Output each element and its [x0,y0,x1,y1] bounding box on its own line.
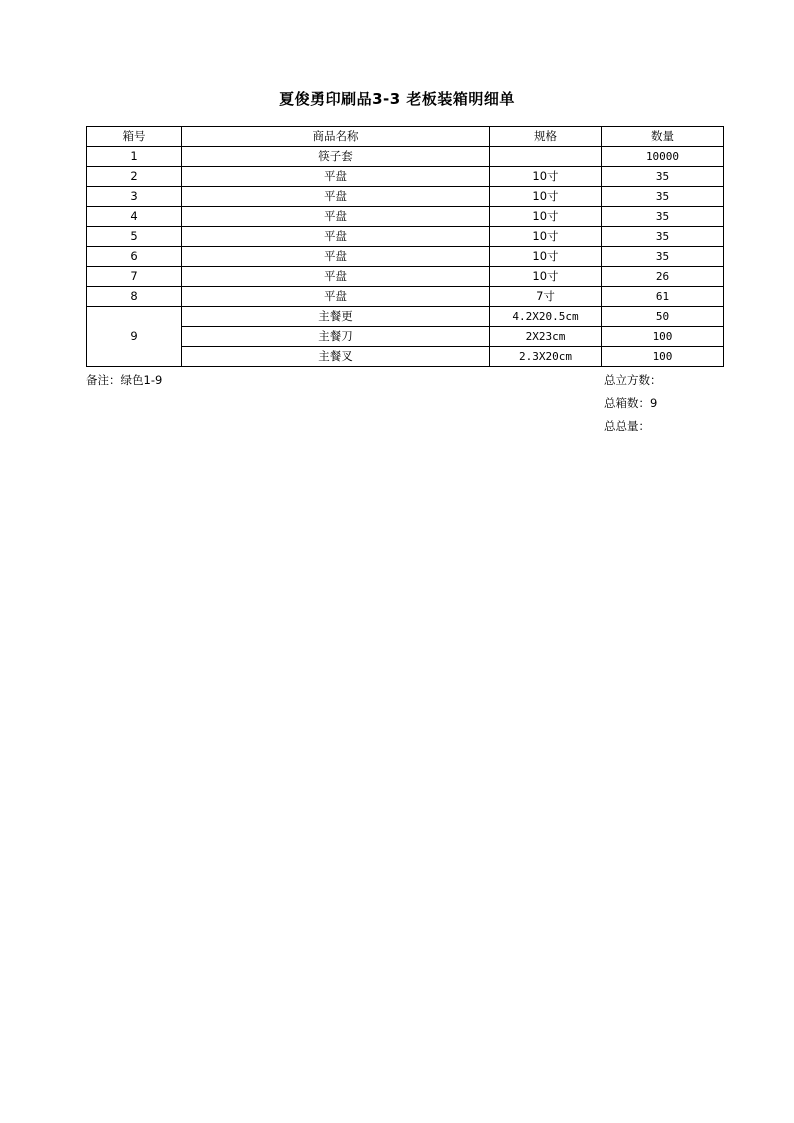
remark-note: 备注：绿色1-9 [86,373,163,387]
packing-list-table [86,126,724,367]
cell-box: 6 [87,247,182,267]
cell-name: 主餐叉 [182,347,490,367]
cell-spec: 10寸 [490,207,602,227]
cell-box: 5 [87,227,182,247]
document-title: 夏俊勇印刷品3-3 老板装箱明细单 [279,90,515,108]
total-boxes-label: 总箱数：9 [604,396,658,410]
cell-qty: 100 [602,327,724,347]
cell-qty: 10000 [602,147,724,167]
cell-qty: 50 [602,307,724,327]
table-row [87,267,724,287]
cell-spec: 10寸 [490,247,602,267]
total-volume-label: 总立方数： [604,373,662,387]
cell-qty: 26 [602,267,724,287]
table-row [87,187,724,207]
cell-qty: 35 [602,167,724,187]
cell-spec [490,147,602,167]
header-box-number: 箱号 [87,127,182,147]
table-row [87,347,724,367]
summary-block [604,369,662,438]
cell-name: 平盘 [182,227,490,247]
cell-qty: 35 [602,247,724,267]
cell-name: 平盘 [182,187,490,207]
cell-box: 1 [87,147,182,167]
cell-spec: 10寸 [490,167,602,187]
cell-spec: 2X23cm [490,327,602,347]
cell-spec: 10寸 [490,267,602,287]
cell-box: 3 [87,187,182,207]
cell-qty: 35 [602,207,724,227]
cell-name: 平盘 [182,247,490,267]
cell-name: 主餐刀 [182,327,490,347]
cell-name: 平盘 [182,287,490,307]
cell-qty: 100 [602,347,724,367]
table-row [87,167,724,187]
table-row [87,207,724,227]
cell-name: 平盘 [182,167,490,187]
table-row [87,227,724,247]
cell-spec: 10寸 [490,227,602,247]
table-row [87,287,724,307]
header-specification: 规格 [490,127,602,147]
cell-spec: 7寸 [490,287,602,307]
cell-name: 平盘 [182,207,490,227]
cell-spec: 4.2X20.5cm [490,307,602,327]
cell-box: 4 [87,207,182,227]
table-row [87,327,724,347]
cell-box: 7 [87,267,182,287]
cell-spec: 2.3X20cm [490,347,602,367]
table-row [87,147,724,167]
header-product-name: 商品名称 [182,127,490,147]
cell-name: 筷子套 [182,147,490,167]
total-weight-label: 总总量： [604,419,650,433]
cell-spec: 10寸 [490,187,602,207]
cell-box-merged: 9 [87,307,182,367]
cell-name: 主餐更 [182,307,490,327]
table-row [87,247,724,267]
cell-qty: 35 [602,227,724,247]
cell-qty: 35 [602,187,724,207]
cell-box: 8 [87,287,182,307]
cell-box: 2 [87,167,182,187]
header-quantity: 数量 [602,127,724,147]
cell-name: 平盘 [182,267,490,287]
table-header-row [87,127,724,147]
table-row [87,307,724,327]
cell-qty: 61 [602,287,724,307]
